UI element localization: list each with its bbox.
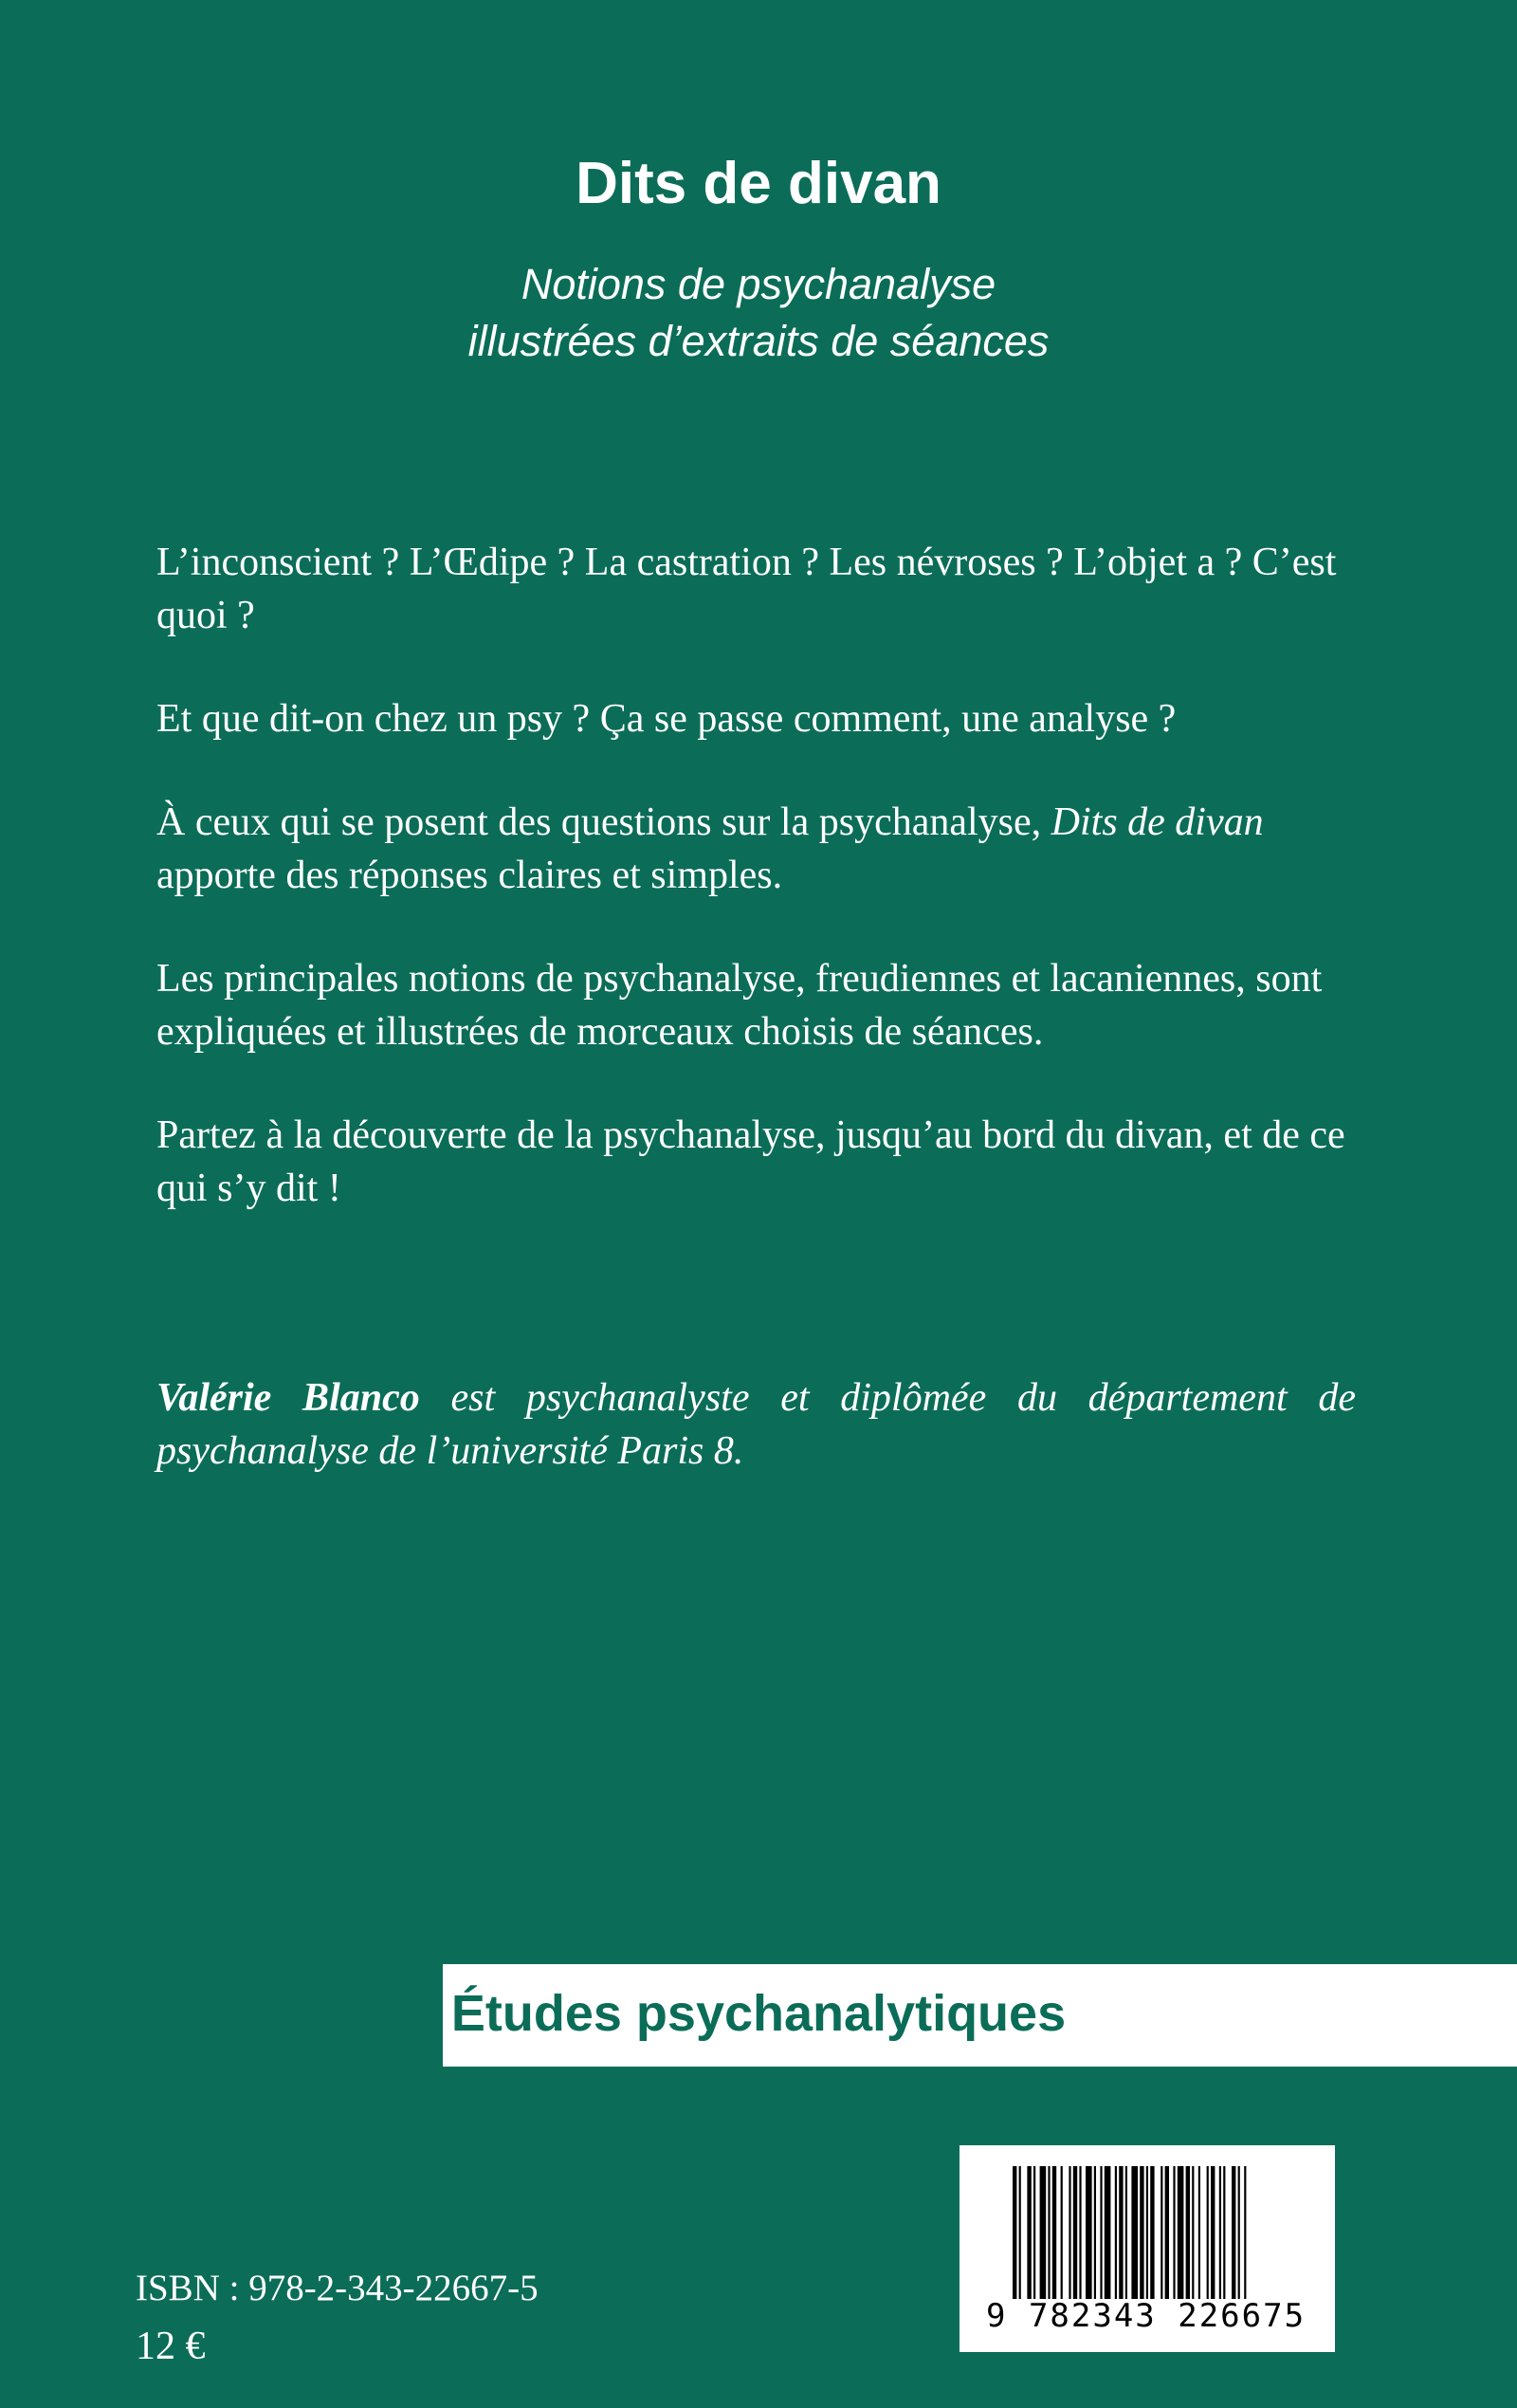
barcode-bar (1105, 2166, 1111, 2299)
barcode-bar (1244, 2166, 1246, 2299)
barcode-bar (1061, 2166, 1063, 2299)
blurb-paragraph-3-start: À ceux qui se posent des questions sur la psychanalyse, (156, 800, 1051, 844)
barcode-bar (1186, 2166, 1190, 2299)
barcode-bar (1223, 2166, 1225, 2299)
barcode-bar (1040, 2166, 1047, 2299)
blurb-paragraph-2: Et que dit-on chez un psy ? Ça se passe comment, une analyse ? (156, 697, 1177, 741)
barcode-bar (1073, 2166, 1077, 2299)
barcode-bar (1161, 2166, 1162, 2299)
blurb-book-title-italic: Dits de divan (1051, 800, 1264, 844)
barcode-bar (1146, 2166, 1148, 2299)
barcode-bar (1173, 2166, 1175, 2299)
barcode-bar (1119, 2166, 1123, 2299)
barcode-bar (1019, 2166, 1021, 2299)
barcode-bar (1033, 2166, 1035, 2299)
barcode-bar (1165, 2166, 1169, 2299)
barcode-bar (1079, 2166, 1081, 2299)
book-subtitle (0, 256, 1517, 370)
blurb-paragraph-3 (156, 796, 1356, 902)
barcode-bar (1027, 2166, 1031, 2299)
barcode-bar (1207, 2166, 1209, 2299)
barcode-bar (1140, 2166, 1143, 2299)
price: 12 € (136, 2325, 206, 2368)
subtitle-line-2: illustrées d’extraits de séances (467, 317, 1050, 365)
author-bio-text: est psychanalyste et diplômée du département de psychanalyse de l’université Paris 8. (156, 1376, 1356, 1473)
subtitle-line-1: Notions de psychanalyse (521, 260, 996, 308)
barcode (960, 2145, 1335, 2352)
barcode-bar (1100, 2166, 1102, 2299)
isbn: ISBN : 978-2-343-22667-5 (136, 2268, 539, 2308)
barcode-bar (1232, 2166, 1235, 2299)
blurb-paragraph-4: Les principales notions de psychanalyse, freudiennes et lacaniennes, sont expliquées et illustrées de morceaux choisis de séances. (156, 957, 1323, 1054)
blurb-paragraph-5: Partez à la découverte de la psychanalyse, jusqu’au bord du divan, et de ce qui s’y dit ! (156, 1113, 1345, 1210)
barcode-bar (1178, 2166, 1184, 2299)
barcode-bar (1219, 2166, 1221, 2299)
barcode-bar (1052, 2166, 1056, 2299)
barcode-bar (1086, 2166, 1092, 2299)
barcode-bar (1238, 2166, 1240, 2299)
blurb-paragraph-3-end: apporte des réponses claires et simples. (156, 854, 783, 897)
barcode-bar (1069, 2166, 1070, 2299)
author-bio (156, 1371, 1356, 1478)
blurb-paragraph-1: L’inconscient ? L’Œdipe ? La castration ? Les névroses ? L’objet a ? C’est quoi ? (156, 541, 1337, 637)
barcode-bar (1013, 2166, 1016, 2299)
barcode-digits: 9 782343 226675 (986, 2297, 1307, 2335)
barcode-bar (1115, 2166, 1117, 2299)
barcode-bar (1048, 2166, 1050, 2299)
barcode-bar (1150, 2166, 1154, 2299)
barcode-bar (1094, 2166, 1096, 2299)
barcode-bar (1125, 2166, 1127, 2299)
series-name: Études psychanalytiques (450, 1985, 1067, 2042)
book-title: Dits de divan (576, 151, 941, 216)
barcode-bar (1211, 2166, 1215, 2299)
barcode-bar (1192, 2166, 1194, 2299)
barcode-bar (1131, 2166, 1138, 2299)
author-name: Valérie Blanco (156, 1376, 420, 1420)
barcode-bar (1198, 2166, 1200, 2299)
back-cover-blurb (156, 536, 1356, 1265)
